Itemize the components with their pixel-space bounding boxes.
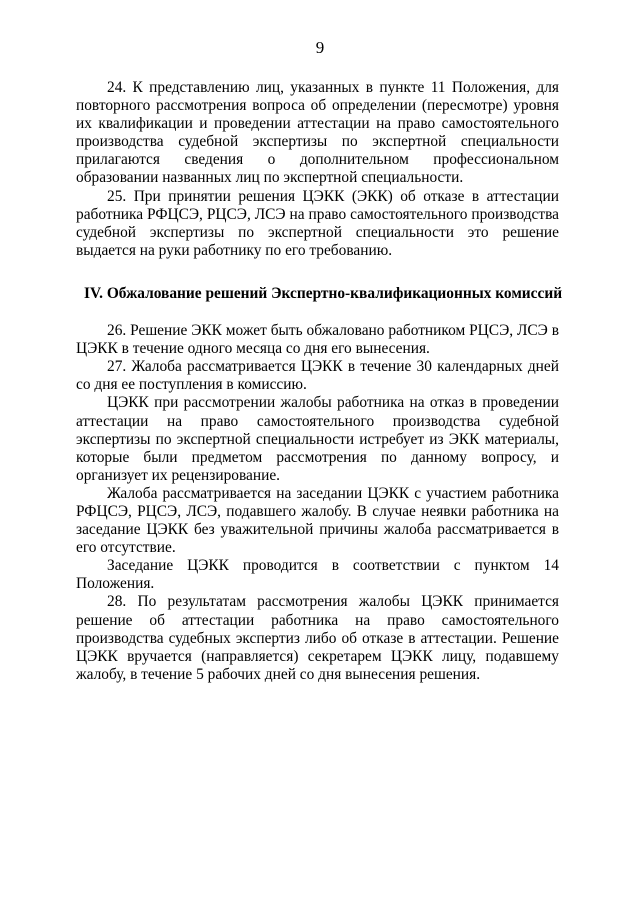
page-number: 9 bbox=[315, 38, 325, 57]
paragraph-24: 24. К представлению лиц, указанных в пункте 11 Положения, для повторного рассмотрения вопроса об определении (пересмотре) уровня их квалификации и проведении аттестации на право самостоятельного производства судебной экспертизы по экспертной специальности прилагаются сведения о дополнительном профессиональном образовании названных лиц по экспертной специальности. bbox=[76, 79, 559, 187]
paragraph-26: 26. Решение ЭКК может быть обжаловано работником РЦСЭ, ЛСЭ в ЦЭКК в течение одного месяца со дня его вынесения. bbox=[76, 322, 559, 358]
paragraph-27: 27. Жалоба рассматривается ЦЭКК в течение 30 календарных дней со дня ее поступления в комиссию. bbox=[76, 358, 559, 394]
paragraph-27-meeting: Заседание ЦЭКК проводится в соответствии с пунктом 14 Положения. bbox=[76, 557, 559, 593]
document-body bbox=[76, 79, 563, 684]
paragraph-27-review: ЦЭКК при рассмотрении жалобы работника на отказ в проведении аттестации на право самостоятельного производства судебной экспертизы по экспертной специальности истребует из ЭКК материалы, которые были предметом рассмотрения по данному вопросу, и организует их рецензирование. bbox=[76, 394, 559, 484]
paragraph-27-hearing: Жалоба рассматривается на заседании ЦЭКК с участием работника РФЦСЭ, РЦСЭ, ЛСЭ, подавшего жалобу. В случае неявки работника на заседание ЦЭКК без уважительной причины жалоба рассматривается в его отсутствие. bbox=[76, 484, 559, 557]
section-heading: IV. Обжалование решений Экспертно-квалификационных комиссий bbox=[84, 284, 563, 302]
paragraph-25: 25. При принятии решения ЦЭКК (ЭКК) об отказе в аттестации работника РФЦСЭ, РЦСЭ, ЛСЭ на право самостоятельного производства судебной экспертизы по экспертной специальности это решение выдается на руки работнику по его требованию. bbox=[76, 187, 559, 259]
paragraph-28: 28. По результатам рассмотрения жалобы ЦЭКК принимается решение об аттестации работника на право самостоятельного производства судебных экспертиз либо об отказе в аттестации. Решение ЦЭКК вручается (направляется) секретарем ЦЭКК лицу, подавшему жалобу, в течение 5 рабочих дней со дня вынесения решения. bbox=[76, 593, 559, 683]
